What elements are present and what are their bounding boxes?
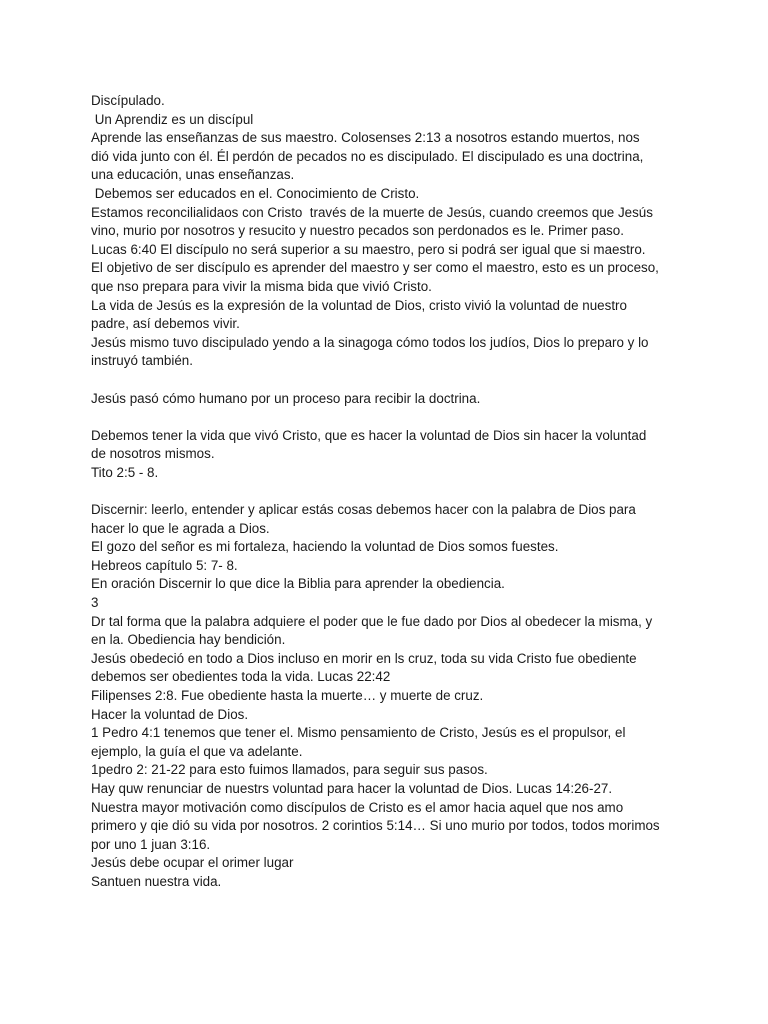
- text-line: Nuestra mayor motivación como discípulos de Cristo es el amor hacia aquel que nos amo: [91, 799, 624, 815]
- text-line: Jesús mismo tuvo discipulado yendo a la sinagoga cómo todos los judíos, Dios lo preparo y lo: [91, 334, 649, 350]
- text-line: en la. Obediencia hay bendición.: [91, 632, 286, 648]
- text-line: [91, 408, 691, 427]
- text-line: que nso prepara para vivir la misma bida que vivió Cristo.: [91, 278, 432, 294]
- text-line: Hebreos capítulo 5: 7- 8.: [91, 557, 238, 573]
- text-line: vino, murio por nosotros y resucito y nuestro pecados son perdonados es le. Primer paso.: [91, 223, 624, 239]
- text-line: Un Aprendiz es un discípul: [91, 111, 254, 127]
- text-line: Santuen nuestra vida.: [91, 873, 222, 889]
- text-line: debemos ser obedientes toda la vida. Lucas 22:42: [91, 669, 391, 685]
- text-line: 1pedro 2: 21-22 para esto fuimos llamados, para seguir sus pasos.: [91, 762, 488, 778]
- text-line: [91, 482, 691, 501]
- document-body: [91, 92, 691, 892]
- text-line: Lucas 6:40 El discípulo no será superior a su maestro, pero si podrá ser igual que si maestro.: [91, 241, 646, 257]
- text-line: Jesús obedeció en todo a Dios incluso en morir en ls cruz, toda su vida Cristo fue obediente: [91, 650, 637, 666]
- text-line: primero y qie dió su vida por nosotros. 2 corintios 5:14… Si uno murio por todos, todos morimos: [91, 818, 660, 834]
- text-line: Hacer la voluntad de Dios.: [91, 706, 249, 722]
- text-line: hacer lo que le agrada a Dios.: [91, 520, 270, 536]
- text-line: dió vida junto con él. Él perdón de pecados no es discipulado. El discipulado es una doctrina,: [91, 148, 644, 164]
- text-line: una educación, unas enseñanzas.: [91, 167, 295, 183]
- text-line: Aprende las enseñanzas de sus maestro. Colosenses 2:13 a nosotros estando muertos, nos: [91, 130, 640, 146]
- text-line: [91, 371, 691, 390]
- text-line: Jesús debe ocupar el orimer lugar: [91, 855, 294, 871]
- text-line: Filipenses 2:8. Fue obediente hasta la muerte… y muerte de cruz.: [91, 688, 484, 703]
- text-line: de nosotros mismos.: [91, 446, 215, 462]
- text-line: Hay quw renunciar de nuestrs voluntad para hacer la voluntad de Dios. Lucas 14:26-27.: [91, 780, 613, 796]
- text-line: 1 Pedro 4:1 tenemos que tener el. Mismo pensamiento de Cristo, Jesús es el propulsor, el: [91, 725, 626, 741]
- text-line: Tito 2:5 - 8.: [91, 464, 159, 480]
- text-line: Debemos ser educados en el. Conocimiento de Cristo.: [91, 185, 420, 201]
- text-line: Discípulado.: [91, 93, 165, 108]
- text-line: Estamos reconcilialidaos con Cristo través de la muerte de Jesús, cuando creemos que Jesús: [91, 204, 653, 220]
- text-line: Jesús pasó cómo humano por un proceso para recibir la doctrina.: [91, 390, 481, 406]
- text-line: En oración Discernir lo que dice la Biblia para aprender la obediencia.: [91, 576, 505, 592]
- text-line: La vida de Jesús es la expresión de la voluntad de Dios, cristo vivió la voluntad de nuestro: [91, 297, 627, 313]
- text-line: instruyó también.: [91, 353, 193, 369]
- text-line: El objetivo de ser discípulo es aprender del maestro y ser como el maestro, esto es un proceso,: [91, 260, 659, 276]
- text-line: 3: [91, 595, 99, 611]
- text-line: Discernir: leerlo, entender y aplicar estás cosas debemos hacer con la palabra de Dios para: [91, 502, 636, 518]
- text-line: Dr tal forma que la palabra adquiere el poder que le fue dado por Dios al obedecer la misma, y: [91, 613, 653, 629]
- text-line: padre, así debemos vivir.: [91, 316, 240, 332]
- text-line: Debemos tener la vida que vivó Cristo, que es hacer la voluntad de Dios sin hacer la voluntad: [91, 427, 647, 443]
- text-line: ejemplo, la guía el que va adelante.: [91, 743, 303, 759]
- text-line: por uno 1 juan 3:16.: [91, 836, 211, 852]
- text-line: El gozo del señor es mi fortaleza, haciendo la voluntad de Dios somos fuestes.: [91, 539, 559, 555]
